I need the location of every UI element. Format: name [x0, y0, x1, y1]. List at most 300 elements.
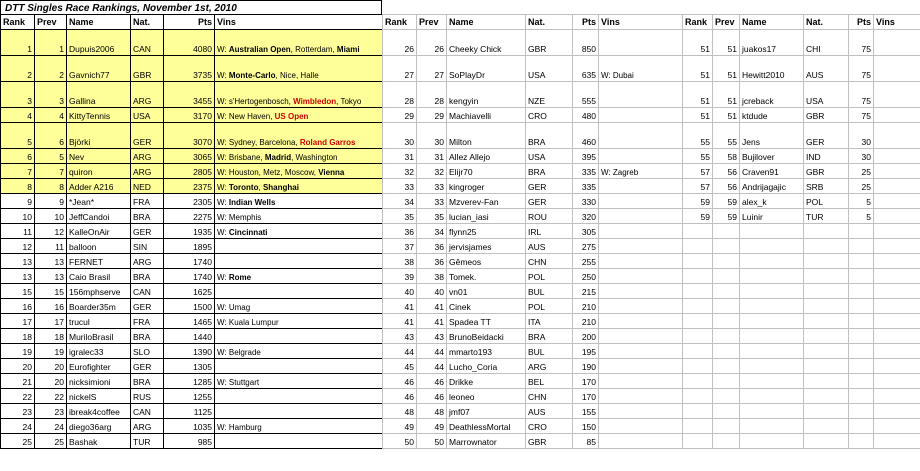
- table-row[interactable]: [383, 194, 683, 209]
- nat-cell[interactable]: CHN: [526, 254, 573, 269]
- vins-cell[interactable]: [599, 30, 683, 56]
- nat-cell[interactable]: USA: [804, 82, 849, 108]
- empty-cell[interactable]: [740, 389, 804, 404]
- prev-cell[interactable]: 22: [35, 389, 67, 404]
- nat-cell[interactable]: TUR: [804, 209, 849, 224]
- empty-cell[interactable]: [683, 269, 713, 284]
- table-row[interactable]: [1, 344, 383, 359]
- vins-cell[interactable]: [215, 434, 383, 449]
- header-prev[interactable]: Prev: [417, 15, 447, 30]
- pts-cell[interactable]: 150: [573, 419, 599, 434]
- vins-cell[interactable]: W: Houston, Metz, Moscow, Vienna: [215, 164, 383, 179]
- table-row[interactable]: [383, 359, 683, 374]
- pts-cell[interactable]: 1125: [164, 404, 215, 419]
- name-cell[interactable]: kengyin: [447, 82, 526, 108]
- pts-cell[interactable]: 275: [573, 239, 599, 254]
- empty-cell[interactable]: [849, 269, 874, 284]
- pts-cell[interactable]: 170: [573, 374, 599, 389]
- rank-cell[interactable]: 36: [383, 224, 417, 239]
- rank-cell[interactable]: 59: [683, 194, 713, 209]
- prev-cell[interactable]: 44: [417, 344, 447, 359]
- prev-cell[interactable]: 59: [713, 209, 740, 224]
- pts-cell[interactable]: 3170: [164, 108, 215, 123]
- empty-cell[interactable]: [849, 254, 874, 269]
- empty-row[interactable]: [683, 314, 920, 329]
- empty-cell[interactable]: [713, 434, 740, 449]
- name-cell[interactable]: Hewitt2010: [740, 56, 804, 82]
- name-cell[interactable]: JeffCandoi: [67, 209, 131, 224]
- table-row[interactable]: [383, 239, 683, 254]
- vins-cell[interactable]: W: s'Hertogenbosch, Wimbledon, Tokyo: [215, 82, 383, 108]
- prev-cell[interactable]: 18: [35, 329, 67, 344]
- rank-cell[interactable]: 18: [1, 329, 35, 344]
- empty-row[interactable]: [683, 404, 920, 419]
- prev-cell[interactable]: 7: [35, 164, 67, 179]
- empty-row[interactable]: [683, 269, 920, 284]
- rank-cell[interactable]: 32: [383, 164, 417, 179]
- empty-cell[interactable]: [874, 419, 920, 434]
- empty-cell[interactable]: [849, 329, 874, 344]
- name-cell[interactable]: Gallina: [67, 82, 131, 108]
- table-row[interactable]: [383, 299, 683, 314]
- prev-cell[interactable]: 6: [35, 123, 67, 149]
- name-cell[interactable]: juakos17: [740, 30, 804, 56]
- prev-cell[interactable]: 25: [35, 434, 67, 449]
- rank-cell[interactable]: 59: [683, 209, 713, 224]
- empty-cell[interactable]: [804, 329, 849, 344]
- nat-cell[interactable]: CRO: [526, 419, 573, 434]
- vins-cell[interactable]: [599, 374, 683, 389]
- prev-cell[interactable]: 30: [417, 123, 447, 149]
- empty-cell[interactable]: [874, 389, 920, 404]
- empty-cell[interactable]: [740, 359, 804, 374]
- nat-cell[interactable]: POL: [526, 299, 573, 314]
- table-row[interactable]: [1, 434, 383, 449]
- rank-cell[interactable]: 48: [383, 404, 417, 419]
- nat-cell[interactable]: ARG: [131, 149, 164, 164]
- pts-cell[interactable]: 2275: [164, 209, 215, 224]
- pts-cell[interactable]: 1255: [164, 389, 215, 404]
- rank-cell[interactable]: 17: [1, 314, 35, 329]
- rank-cell[interactable]: 19: [1, 344, 35, 359]
- empty-cell[interactable]: [874, 254, 920, 269]
- pts-cell[interactable]: 25: [849, 179, 874, 194]
- header-name[interactable]: Name: [740, 15, 804, 30]
- vins-cell[interactable]: [599, 359, 683, 374]
- empty-row[interactable]: [683, 359, 920, 374]
- rank-cell[interactable]: 51: [683, 82, 713, 108]
- pts-cell[interactable]: 3065: [164, 149, 215, 164]
- vins-cell[interactable]: [215, 404, 383, 419]
- nat-cell[interactable]: BRA: [526, 164, 573, 179]
- table-row[interactable]: [1, 284, 383, 299]
- table-row[interactable]: [383, 419, 683, 434]
- vins-cell[interactable]: [599, 239, 683, 254]
- empty-cell[interactable]: [683, 314, 713, 329]
- empty-cell[interactable]: [740, 374, 804, 389]
- vins-cell[interactable]: [599, 299, 683, 314]
- pts-cell[interactable]: 210: [573, 299, 599, 314]
- empty-cell[interactable]: [713, 329, 740, 344]
- nat-cell[interactable]: ARG: [131, 82, 164, 108]
- table-row[interactable]: [1, 389, 383, 404]
- empty-cell[interactable]: [874, 359, 920, 374]
- empty-cell[interactable]: [849, 374, 874, 389]
- empty-row[interactable]: [683, 344, 920, 359]
- vins-cell[interactable]: W: New Haven, US Open: [215, 108, 383, 123]
- table-row[interactable]: [1, 179, 383, 194]
- name-cell[interactable]: Jens: [740, 123, 804, 149]
- table-row[interactable]: [1, 314, 383, 329]
- vins-cell[interactable]: [599, 404, 683, 419]
- pts-cell[interactable]: 200: [573, 329, 599, 344]
- rank-cell[interactable]: 51: [683, 30, 713, 56]
- name-cell[interactable]: Lucho_Coria: [447, 359, 526, 374]
- prev-cell[interactable]: 51: [713, 82, 740, 108]
- pts-cell[interactable]: 3735: [164, 56, 215, 82]
- vins-cell[interactable]: [599, 254, 683, 269]
- nat-cell[interactable]: BRA: [526, 329, 573, 344]
- vins-cell[interactable]: [874, 108, 920, 123]
- prev-cell[interactable]: 1: [35, 30, 67, 56]
- header-vins[interactable]: Vins: [874, 15, 920, 30]
- table-row[interactable]: [383, 329, 683, 344]
- pts-cell[interactable]: 3070: [164, 123, 215, 149]
- name-cell[interactable]: Marrownator: [447, 434, 526, 449]
- table-row[interactable]: [1, 224, 383, 239]
- empty-cell[interactable]: [740, 269, 804, 284]
- empty-cell[interactable]: [740, 404, 804, 419]
- name-cell[interactable]: Elijr70: [447, 164, 526, 179]
- nat-cell[interactable]: BEL: [526, 374, 573, 389]
- pts-cell[interactable]: 5: [849, 194, 874, 209]
- rank-cell[interactable]: 13: [1, 254, 35, 269]
- name-cell[interactable]: Bujilover: [740, 149, 804, 164]
- empty-cell[interactable]: [804, 344, 849, 359]
- empty-cell[interactable]: [874, 404, 920, 419]
- empty-cell[interactable]: [849, 389, 874, 404]
- vins-cell[interactable]: W: Belgrade: [215, 344, 383, 359]
- pts-cell[interactable]: 75: [849, 56, 874, 82]
- rank-cell[interactable]: 33: [383, 179, 417, 194]
- name-cell[interactable]: 156mphserve: [67, 284, 131, 299]
- prev-cell[interactable]: 11: [35, 239, 67, 254]
- empty-cell[interactable]: [849, 299, 874, 314]
- empty-cell[interactable]: [849, 224, 874, 239]
- empty-cell[interactable]: [874, 299, 920, 314]
- prev-cell[interactable]: 56: [713, 179, 740, 194]
- rank-cell[interactable]: 37: [383, 239, 417, 254]
- vins-cell[interactable]: W: Stuttgart: [215, 374, 383, 389]
- pts-cell[interactable]: 1935: [164, 224, 215, 239]
- table-row[interactable]: [383, 30, 683, 56]
- empty-cell[interactable]: [804, 239, 849, 254]
- nat-cell[interactable]: NZE: [526, 82, 573, 108]
- empty-row[interactable]: [683, 434, 920, 449]
- vins-cell[interactable]: [874, 194, 920, 209]
- nat-cell[interactable]: ARG: [131, 164, 164, 179]
- table-row[interactable]: [1, 194, 383, 209]
- vins-cell[interactable]: W: Indian Wells: [215, 194, 383, 209]
- name-cell[interactable]: Adder A216: [67, 179, 131, 194]
- prev-cell[interactable]: 28: [417, 82, 447, 108]
- pts-cell[interactable]: 460: [573, 123, 599, 149]
- rank-cell[interactable]: 15: [1, 284, 35, 299]
- rank-cell[interactable]: 44: [383, 344, 417, 359]
- vins-cell[interactable]: [874, 164, 920, 179]
- prev-cell[interactable]: 41: [417, 314, 447, 329]
- empty-cell[interactable]: [713, 359, 740, 374]
- name-cell[interactable]: Allez Allejo: [447, 149, 526, 164]
- empty-cell[interactable]: [683, 374, 713, 389]
- name-cell[interactable]: nicksimioni: [67, 374, 131, 389]
- vins-cell[interactable]: [874, 123, 920, 149]
- nat-cell[interactable]: GBR: [804, 108, 849, 123]
- rank-cell[interactable]: 51: [683, 56, 713, 82]
- pts-cell[interactable]: 75: [849, 30, 874, 56]
- nat-cell[interactable]: GER: [526, 179, 573, 194]
- pts-cell[interactable]: 85: [573, 434, 599, 449]
- pts-cell[interactable]: 395: [573, 149, 599, 164]
- rank-cell[interactable]: 41: [383, 299, 417, 314]
- pts-cell[interactable]: 1740: [164, 269, 215, 284]
- rank-cell[interactable]: 57: [683, 164, 713, 179]
- prev-cell[interactable]: 5: [35, 149, 67, 164]
- rank-cell[interactable]: 25: [1, 434, 35, 449]
- nat-cell[interactable]: BRA: [131, 209, 164, 224]
- prev-cell[interactable]: 17: [35, 314, 67, 329]
- vins-cell[interactable]: [599, 389, 683, 404]
- nat-cell[interactable]: CRO: [526, 108, 573, 123]
- rank-cell[interactable]: 55: [683, 149, 713, 164]
- table-row[interactable]: [1, 123, 383, 149]
- pts-cell[interactable]: 555: [573, 82, 599, 108]
- rank-cell[interactable]: 5: [1, 123, 35, 149]
- name-cell[interactable]: nickelS: [67, 389, 131, 404]
- nat-cell[interactable]: GER: [131, 123, 164, 149]
- header-vins[interactable]: Vins: [215, 15, 383, 30]
- prev-cell[interactable]: 59: [713, 194, 740, 209]
- rank-cell[interactable]: 40: [383, 284, 417, 299]
- name-cell[interactable]: diego36arg: [67, 419, 131, 434]
- empty-cell[interactable]: [713, 419, 740, 434]
- empty-cell[interactable]: [804, 404, 849, 419]
- vins-cell[interactable]: [874, 56, 920, 82]
- pts-cell[interactable]: 2375: [164, 179, 215, 194]
- name-cell[interactable]: trucul: [67, 314, 131, 329]
- vins-cell[interactable]: W: Monte-Carlo, Nice, Halle: [215, 56, 383, 82]
- name-cell[interactable]: Tomek.: [447, 269, 526, 284]
- rank-cell[interactable]: 4: [1, 108, 35, 123]
- nat-cell[interactable]: BUL: [526, 284, 573, 299]
- vins-cell[interactable]: [599, 329, 683, 344]
- table-row[interactable]: [383, 108, 683, 123]
- name-cell[interactable]: vn01: [447, 284, 526, 299]
- table-row[interactable]: [383, 389, 683, 404]
- empty-cell[interactable]: [683, 299, 713, 314]
- prev-cell[interactable]: 55: [713, 123, 740, 149]
- nat-cell[interactable]: POL: [804, 194, 849, 209]
- rank-cell[interactable]: 22: [1, 389, 35, 404]
- table-row[interactable]: [1, 419, 383, 434]
- table-row[interactable]: [1, 164, 383, 179]
- empty-cell[interactable]: [740, 299, 804, 314]
- table-row[interactable]: [383, 82, 683, 108]
- nat-cell[interactable]: FRA: [131, 314, 164, 329]
- header-pts[interactable]: Pts: [164, 15, 215, 30]
- pts-cell[interactable]: 5: [849, 209, 874, 224]
- nat-cell[interactable]: USA: [526, 56, 573, 82]
- pts-cell[interactable]: 30: [849, 149, 874, 164]
- table-row[interactable]: [1, 359, 383, 374]
- table-row[interactable]: [1, 108, 383, 123]
- name-cell[interactable]: ibreak4coffee: [67, 404, 131, 419]
- rank-cell[interactable]: 6: [1, 149, 35, 164]
- empty-cell[interactable]: [740, 434, 804, 449]
- vins-cell[interactable]: W: Brisbane, Madrid, Washington: [215, 149, 383, 164]
- name-cell[interactable]: alex_k: [740, 194, 804, 209]
- header-nat[interactable]: Nat.: [804, 15, 849, 30]
- nat-cell[interactable]: GER: [131, 299, 164, 314]
- rank-cell[interactable]: 50: [383, 434, 417, 449]
- table-row[interactable]: [683, 164, 920, 179]
- header-rank[interactable]: Rank: [683, 15, 713, 30]
- empty-cell[interactable]: [874, 374, 920, 389]
- empty-cell[interactable]: [804, 224, 849, 239]
- prev-cell[interactable]: 51: [713, 108, 740, 123]
- pts-cell[interactable]: 305: [573, 224, 599, 239]
- name-cell[interactable]: jcreback: [740, 82, 804, 108]
- name-cell[interactable]: flynn25: [447, 224, 526, 239]
- name-cell[interactable]: balloon: [67, 239, 131, 254]
- empty-row[interactable]: [683, 419, 920, 434]
- vins-cell[interactable]: [874, 149, 920, 164]
- vins-cell[interactable]: [599, 224, 683, 239]
- prev-cell[interactable]: 19: [35, 344, 67, 359]
- prev-cell[interactable]: 41: [417, 299, 447, 314]
- pts-cell[interactable]: 1440: [164, 329, 215, 344]
- vins-cell[interactable]: W: Kuala Lumpur: [215, 314, 383, 329]
- prev-cell[interactable]: 46: [417, 389, 447, 404]
- empty-cell[interactable]: [683, 239, 713, 254]
- name-cell[interactable]: Björki: [67, 123, 131, 149]
- prev-cell[interactable]: 36: [417, 239, 447, 254]
- empty-cell[interactable]: [713, 389, 740, 404]
- empty-cell[interactable]: [740, 254, 804, 269]
- table-row[interactable]: [383, 164, 683, 179]
- prev-cell[interactable]: 29: [417, 108, 447, 123]
- empty-cell[interactable]: [804, 269, 849, 284]
- prev-cell[interactable]: 43: [417, 329, 447, 344]
- table-row[interactable]: [683, 179, 920, 194]
- empty-cell[interactable]: [804, 299, 849, 314]
- rank-cell[interactable]: 7: [1, 164, 35, 179]
- name-cell[interactable]: leoneo: [447, 389, 526, 404]
- empty-row[interactable]: [683, 254, 920, 269]
- pts-cell[interactable]: 1390: [164, 344, 215, 359]
- empty-cell[interactable]: [804, 434, 849, 449]
- header-pts[interactable]: Pts: [573, 15, 599, 30]
- name-cell[interactable]: jervisjames: [447, 239, 526, 254]
- prev-cell[interactable]: 40: [417, 284, 447, 299]
- table-row[interactable]: [1, 209, 383, 224]
- rank-cell[interactable]: 43: [383, 329, 417, 344]
- empty-cell[interactable]: [740, 239, 804, 254]
- empty-cell[interactable]: [849, 284, 874, 299]
- table-row[interactable]: [683, 56, 920, 82]
- name-cell[interactable]: Mzverev-Fan: [447, 194, 526, 209]
- name-cell[interactable]: KittyTennis: [67, 108, 131, 123]
- empty-cell[interactable]: [713, 254, 740, 269]
- empty-cell[interactable]: [740, 314, 804, 329]
- nat-cell[interactable]: GBR: [526, 30, 573, 56]
- rank-cell[interactable]: 55: [683, 123, 713, 149]
- rank-cell[interactable]: 10: [1, 209, 35, 224]
- rank-cell[interactable]: 41: [383, 314, 417, 329]
- header-name[interactable]: Name: [67, 15, 131, 30]
- prev-cell[interactable]: 27: [417, 56, 447, 82]
- table-row[interactable]: [383, 374, 683, 389]
- header-rank[interactable]: Rank: [383, 15, 417, 30]
- pts-cell[interactable]: 335: [573, 164, 599, 179]
- table-row[interactable]: [383, 149, 683, 164]
- nat-cell[interactable]: NED: [131, 179, 164, 194]
- pts-cell[interactable]: 2305: [164, 194, 215, 209]
- prev-cell[interactable]: 16: [35, 299, 67, 314]
- empty-cell[interactable]: [713, 269, 740, 284]
- name-cell[interactable]: quiron: [67, 164, 131, 179]
- nat-cell[interactable]: BRA: [131, 374, 164, 389]
- nat-cell[interactable]: POL: [526, 269, 573, 284]
- name-cell[interactable]: MuriloBrasil: [67, 329, 131, 344]
- prev-cell[interactable]: 26: [417, 30, 447, 56]
- empty-cell[interactable]: [874, 269, 920, 284]
- vins-cell[interactable]: [215, 359, 383, 374]
- empty-cell[interactable]: [804, 374, 849, 389]
- name-cell[interactable]: lucian_iasi: [447, 209, 526, 224]
- vins-cell[interactable]: W: Toronto, Shanghai: [215, 179, 383, 194]
- empty-cell[interactable]: [849, 344, 874, 359]
- name-cell[interactable]: Cheeky Chick: [447, 30, 526, 56]
- vins-cell[interactable]: [599, 284, 683, 299]
- vins-cell[interactable]: [599, 149, 683, 164]
- empty-cell[interactable]: [849, 359, 874, 374]
- empty-cell[interactable]: [849, 239, 874, 254]
- rank-cell[interactable]: 57: [683, 179, 713, 194]
- pts-cell[interactable]: 1305: [164, 359, 215, 374]
- table-row[interactable]: [383, 344, 683, 359]
- pts-cell[interactable]: 195: [573, 344, 599, 359]
- empty-row[interactable]: [683, 374, 920, 389]
- name-cell[interactable]: Luinir: [740, 209, 804, 224]
- pts-cell[interactable]: 75: [849, 82, 874, 108]
- prev-cell[interactable]: 56: [713, 164, 740, 179]
- rank-cell[interactable]: 3: [1, 82, 35, 108]
- pts-cell[interactable]: 1625: [164, 284, 215, 299]
- pts-cell[interactable]: 1895: [164, 239, 215, 254]
- empty-cell[interactable]: [849, 314, 874, 329]
- table-row[interactable]: [383, 209, 683, 224]
- rank-cell[interactable]: 46: [383, 374, 417, 389]
- pts-cell[interactable]: 190: [573, 359, 599, 374]
- rank-cell[interactable]: 46: [383, 389, 417, 404]
- table-row[interactable]: [1, 56, 383, 82]
- name-cell[interactable]: igralec33: [67, 344, 131, 359]
- table-row[interactable]: [383, 314, 683, 329]
- rank-cell[interactable]: 13: [1, 269, 35, 284]
- empty-cell[interactable]: [849, 404, 874, 419]
- empty-cell[interactable]: [874, 344, 920, 359]
